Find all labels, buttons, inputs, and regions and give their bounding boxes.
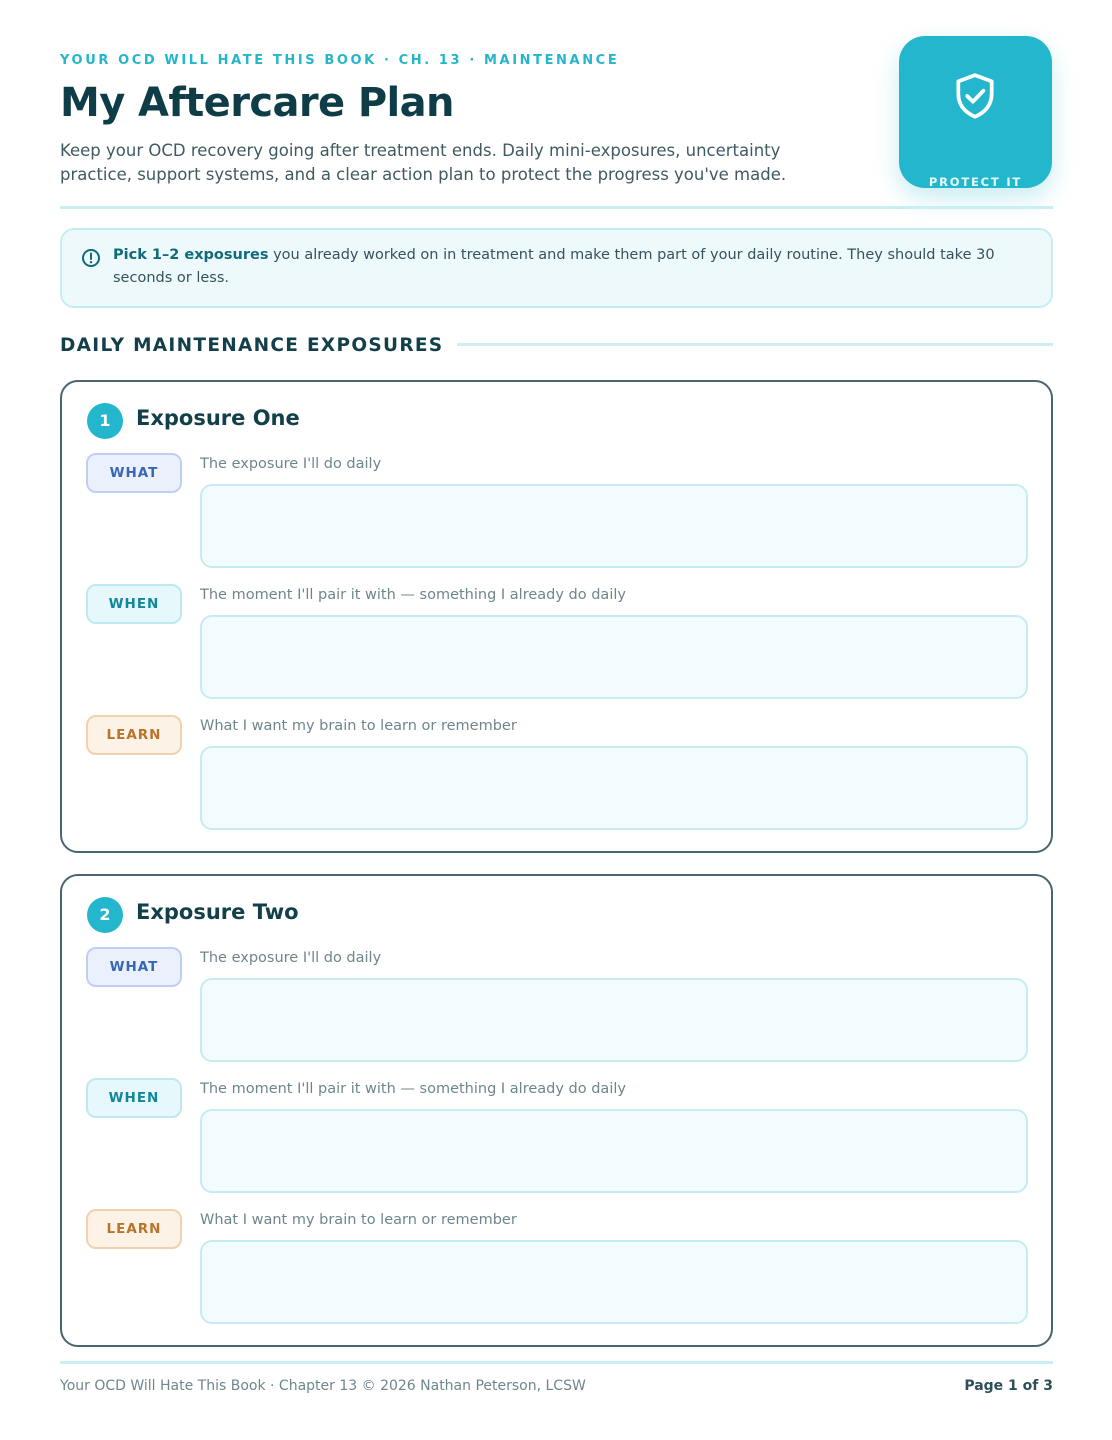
chapter-eyebrow: YOUR OCD WILL HATE THIS BOOK · CH. 13 · MAINTENANCE — [60, 53, 620, 68]
when-row — [62, 1077, 1052, 1202]
page-subtitle: Keep your OCD recovery going after treatment ends. Daily mini-exposures, uncertainty practice, support systems, and a clear action plan to protect the progress you've made. — [60, 141, 787, 184]
callout-text — [113, 244, 1033, 290]
exposure-card-2 — [60, 874, 1053, 1347]
what-tag: WHAT — [86, 947, 182, 987]
what-tag: WHAT — [86, 453, 182, 493]
what-row — [62, 452, 1052, 577]
protect-it-badge — [899, 36, 1052, 188]
when-tag: WHEN — [86, 584, 182, 624]
learn-prompt: What I want my brain to learn or remember — [200, 1212, 517, 1228]
page-number: Page 1 of 3 — [964, 1378, 1053, 1394]
what-answer-field[interactable] — [200, 978, 1028, 1062]
learn-answer-field[interactable] — [200, 1240, 1028, 1324]
learn-answer-field[interactable] — [200, 746, 1028, 830]
learn-tag: LEARN — [86, 1209, 182, 1249]
what-row — [62, 946, 1052, 1071]
when-prompt: The moment I'll pair it with — something I already do daily — [200, 587, 626, 603]
worksheet-page — [60, 0, 1053, 1440]
exposure-title: Exposure One — [136, 406, 300, 430]
footer-divider — [60, 1361, 1053, 1364]
when-row — [62, 583, 1052, 708]
what-prompt: The exposure I'll do daily — [200, 950, 382, 966]
exposure-number: 2 — [87, 897, 123, 933]
learn-prompt: What I want my brain to learn or remember — [200, 718, 517, 734]
learn-row — [62, 1208, 1052, 1333]
what-answer-field[interactable] — [200, 484, 1028, 568]
tip-callout — [60, 228, 1053, 308]
learn-row — [62, 714, 1052, 839]
when-prompt: The moment I'll pair it with — something I already do daily — [200, 1081, 626, 1097]
alert-circle-icon — [81, 248, 101, 268]
when-tag: WHEN — [86, 1078, 182, 1118]
footer-credit: Your OCD Will Hate This Book · Chapter 13 © 2026 Nathan Peterson, LCSW — [60, 1378, 586, 1394]
callout-body: you already worked on in treatment and make them part of your daily routine. They should take 30 seconds or less. — [113, 247, 995, 286]
what-prompt: The exposure I'll do daily — [200, 456, 382, 472]
page-title: My Aftercare Plan — [60, 80, 454, 126]
exposure-card-1 — [60, 380, 1053, 853]
when-answer-field[interactable] — [200, 615, 1028, 699]
when-answer-field[interactable] — [200, 1109, 1028, 1193]
exposure-number: 1 — [87, 403, 123, 439]
callout-emphasis: Pick 1–2 exposures — [113, 247, 269, 263]
exposure-title: Exposure Two — [136, 900, 299, 924]
learn-tag: LEARN — [86, 715, 182, 755]
badge-label: PROTECT IT — [928, 175, 1023, 189]
header-divider — [60, 206, 1053, 209]
section-rule — [457, 343, 1053, 346]
shield-check-icon — [950, 71, 1000, 121]
section-title: DAILY MAINTENANCE EXPOSURES — [60, 335, 444, 356]
